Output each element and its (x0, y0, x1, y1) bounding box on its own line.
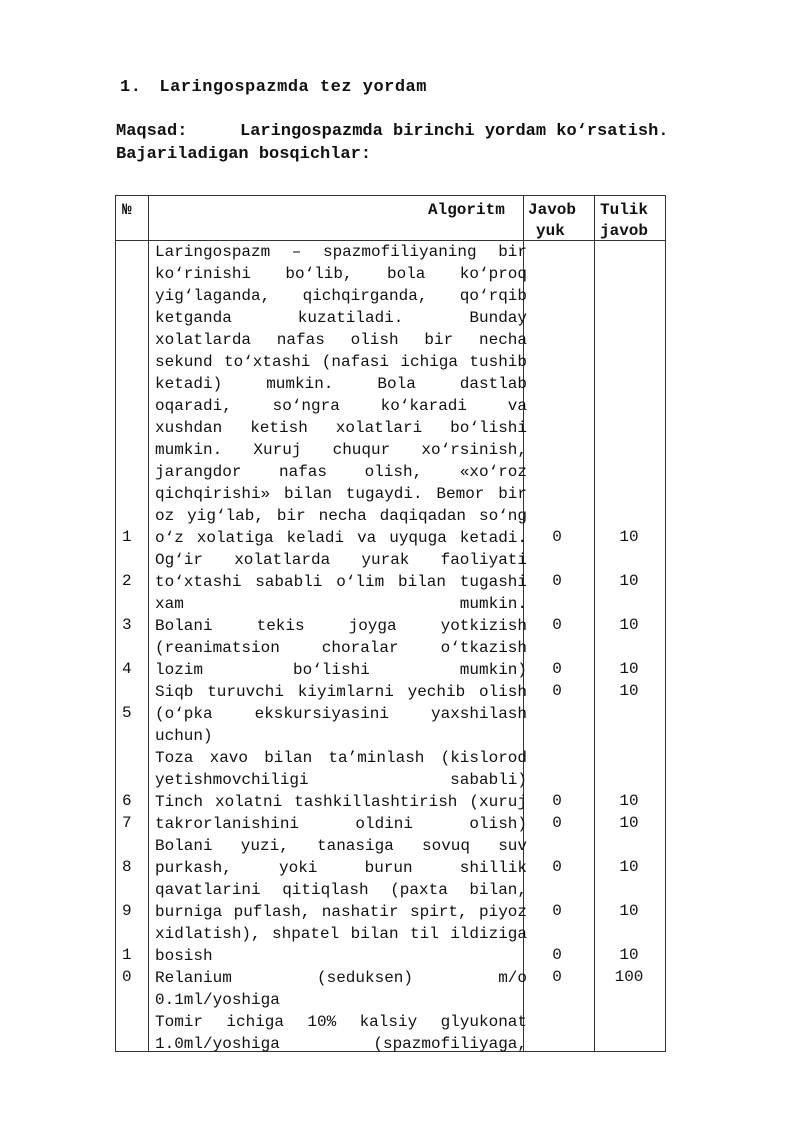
row-number: 1 (122, 946, 132, 964)
algorithm-line: uchun) (155, 727, 213, 745)
algorithm-line: qichqirishi» bilan tugaydi. Bemor bir (155, 485, 527, 503)
algorithm-line: Siqb turuvchi kiyimlarni yechib olish (155, 683, 527, 701)
goal-text: Laringospazmda birinchi yordam ko‘rsatish. (240, 122, 669, 141)
algorithm-line: Relanium (seduksen) m/o (155, 969, 527, 987)
javob-yuk-value: 0 (552, 616, 562, 634)
javob-yuk-value: 0 (552, 682, 562, 700)
javob-yuk-value: 0 (552, 858, 562, 876)
algorithm-line: Tinch xolatni tashkillashtirish (xuruj (155, 793, 527, 811)
row-number: 9 (122, 902, 132, 920)
javob-yuk-value: 0 (552, 572, 562, 590)
section-heading (120, 78, 427, 97)
algorithm-line: yetishmovchiligi sababli) (155, 771, 527, 789)
tulik-javob-value: 10 (619, 814, 639, 832)
javob-yuk-value: 0 (552, 528, 562, 546)
tulik-javob-value: 10 (619, 528, 639, 546)
algorithm-line: ketganda kuzatiladi. Bunday (155, 309, 527, 327)
header-tulik-javob-1: Tulik (600, 201, 649, 219)
algorithm-line: sekund to‘xtashi (nafasi ichiga tushib (155, 353, 527, 371)
tulik-javob-value: 10 (619, 682, 639, 700)
tulik-javob-value: 10 (619, 616, 639, 634)
algorithm-line: ketadi) mumkin. Bola dastlab (155, 375, 527, 393)
algorithm-line: qavatlarini qitiqlash (paxta bilan, (155, 881, 527, 899)
row-number: 7 (122, 814, 132, 832)
tulik-javob-value: 10 (619, 946, 639, 964)
algorithm-line: xam mumkin. (155, 595, 527, 613)
header-number: № (122, 201, 132, 219)
row-number: 1 (122, 528, 132, 546)
goal-label: Maqsad: (116, 122, 188, 141)
algorithm-line: yig‘laganda, qichqirganda, qo‘rqib (155, 287, 527, 305)
row-number: 8 (122, 858, 132, 876)
algorithm-line: xidlatish), shpatel bilan til ildiziga (155, 925, 527, 943)
algorithm-line: o‘z xolatiga keladi va uyquga ketadi. (155, 529, 527, 547)
header-javob-yuk-2: yuk (536, 222, 565, 240)
javob-yuk-value: 0 (552, 968, 562, 986)
row-number: 3 (122, 616, 132, 634)
algorithm-line: Bolani tekis joyga yotkizish (155, 617, 527, 635)
algorithm-line: oz yig‘lab, bir necha daqiqadan so‘ng (155, 507, 527, 525)
row-number: 2 (122, 572, 132, 590)
row-number: 4 (122, 660, 132, 678)
tulik-javob-value: 10 (619, 792, 639, 810)
algorithm-line: oqaradi, so‘ngra ko‘karadi va (155, 397, 527, 415)
tulik-javob-value: 100 (614, 968, 644, 986)
section-number: 1. (120, 78, 142, 97)
algorithm-line: Toza xavo bilan ta’minlash (kislorod (155, 749, 527, 767)
algorithm-line: 1.0ml/yoshiga (spazmofiliyaga, (155, 1035, 527, 1053)
tulik-javob-value: 10 (619, 660, 639, 678)
header-javob-yuk-1: Javob (528, 201, 577, 219)
algorithm-line: Laringospazm – spazmofiliyaning bir (155, 243, 527, 261)
algorithm-line: Bolani yuzi, tanasiga sovuq suv (155, 837, 527, 855)
algorithm-line: (reanimatsion choralar o‘tkazish (155, 639, 527, 657)
header-tulik-javob-2: javob (600, 222, 649, 240)
algorithm-line: burniga puflash, nashatir spirt, piyoz (155, 903, 527, 921)
algorithm-line: jarangdor nafas olish, «xo‘roz (155, 463, 527, 481)
algorithm-line: bosish (155, 947, 213, 965)
algorithm-text (155, 241, 527, 1055)
algorithm-line: to‘xtashi sababli o‘lim bilan tugashi (155, 573, 527, 591)
algorithm-line: Tomir ichiga 10% kalsiy glyukonat (155, 1013, 527, 1031)
javob-yuk-value: 0 (552, 902, 562, 920)
tulik-javob-value: 10 (619, 902, 639, 920)
tulik-javob-value: 10 (619, 858, 639, 876)
algorithm-line: Og‘ir xolatlarda yurak faoliyati (155, 551, 527, 569)
algorithm-line: lozim bo‘lishi mumkin) (155, 661, 527, 679)
algorithm-line: xushdan ketish xolatlari bo‘lishi (155, 419, 527, 437)
javob-yuk-value: 0 (552, 792, 562, 810)
tulik-javob-value: 10 (619, 572, 639, 590)
header-algorithm: Algoritm (428, 201, 505, 219)
algorithm-line: ko‘rinishi bo‘lib, bola ko‘proq (155, 265, 527, 283)
row-number: 6 (122, 792, 132, 810)
row-number: 0 (122, 968, 132, 986)
row-number: 5 (122, 704, 132, 722)
section-title: Laringospazmda tez yordam (159, 78, 427, 97)
algorithm-line: mumkin. Xuruj chuqur xo‘rsinish, (155, 441, 527, 459)
javob-yuk-value: 0 (552, 814, 562, 832)
goal-line (116, 122, 668, 141)
steps-subheading: Bajariladigan bosqichlar: (116, 145, 372, 164)
algorithm-line: purkash, yoki burun shillik (155, 859, 527, 877)
algorithm-line: takrorlanishini oldini olish) (155, 815, 527, 833)
javob-yuk-value: 0 (552, 660, 562, 678)
algorithm-line: 0.1ml/yoshiga (155, 991, 280, 1009)
algorithm-line: (o‘pka ekskursiyasini yaxshilash (155, 705, 527, 723)
javob-yuk-value: 0 (552, 946, 562, 964)
algorithm-line: xolatlarda nafas olish bir necha (155, 331, 527, 349)
